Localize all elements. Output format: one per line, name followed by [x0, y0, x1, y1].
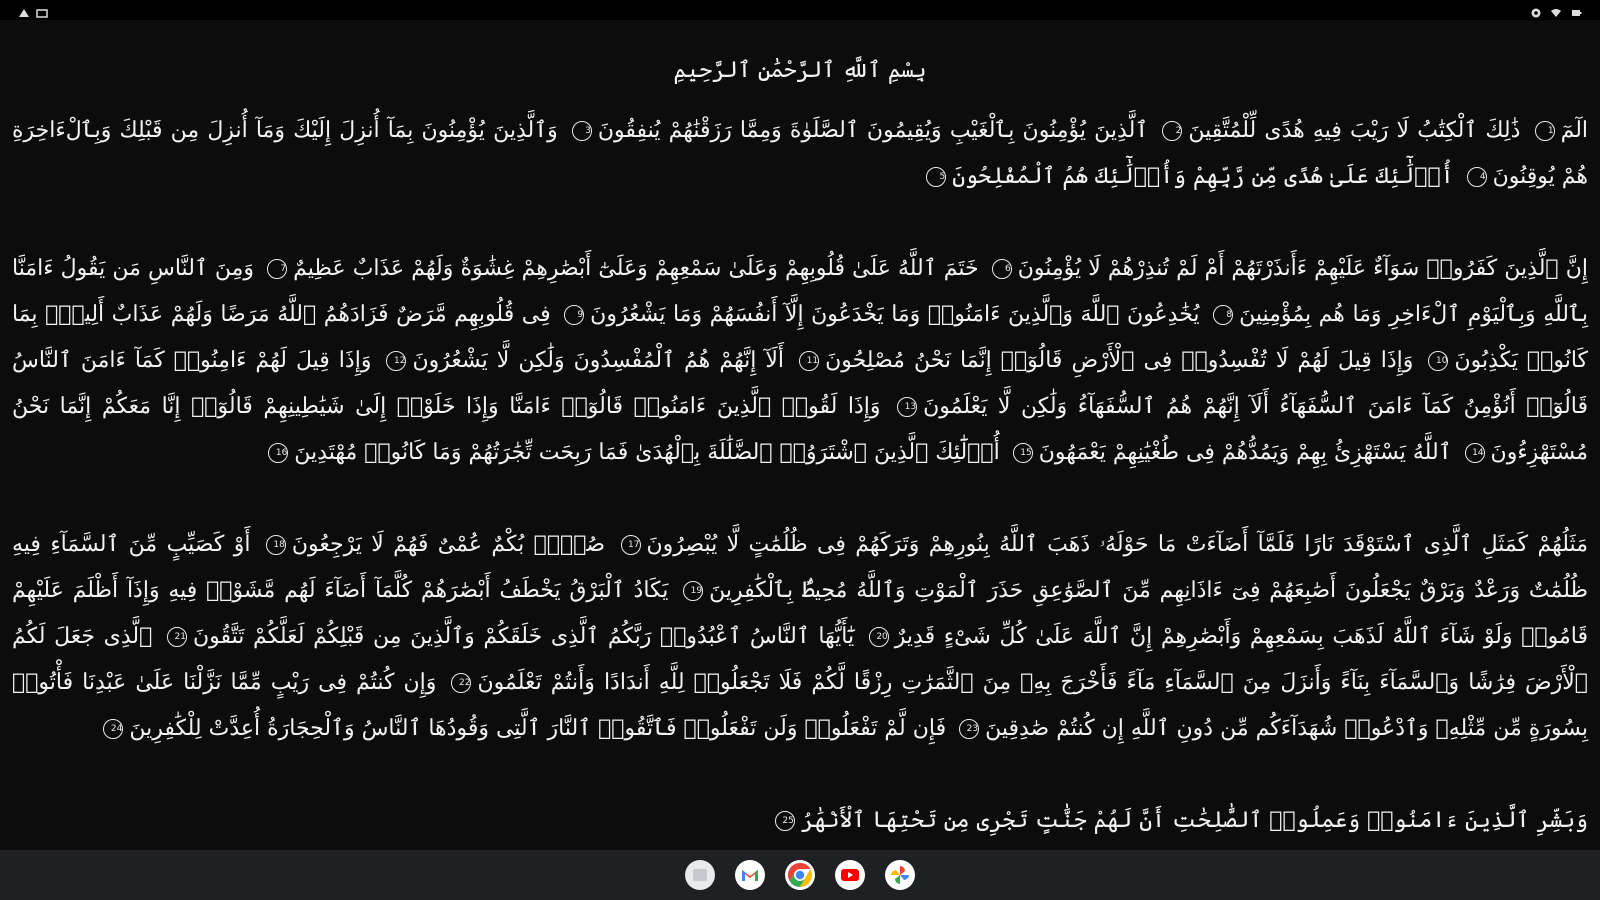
ayah-number-marker: 6 — [992, 259, 1012, 279]
ayah-number-marker: 9 — [564, 305, 584, 325]
verse-text[interactable]: ٱلَّذِى جَعَلَ لَكُمُ ٱلْأَرْضَ فِرَٰشًا وَٱلسَّمَآءَ بِنَآءً وَأَنزَلَ مِنَ ٱلسَّمَآءِ مَآءً فَأَخْرَجَ بِهِۦ مِنَ ٱلثَّمَرَٰتِ رِزْقًا لَّكُمْ فَلَا تَجْعَلُوا۟ لِلَّهِ أَندَادًا وَأَنتُمْ تَعْلَمُونَ — [12, 624, 1589, 695]
status-left — [18, 4, 48, 16]
verse-text[interactable]: صُمٌّۢ بُكْمٌ عُمْىٌ فَهُمْ لَا يَرْجِعُونَ — [291, 532, 606, 557]
ayah-number-marker: 8 — [1213, 305, 1233, 325]
verse-text[interactable]: الٓمٓ — [1560, 118, 1589, 143]
status-bar — [0, 0, 1600, 20]
gmail-app-button[interactable] — [732, 857, 768, 893]
verse-sections — [8, 108, 1592, 844]
verse-section — [8, 798, 1592, 844]
photos-app-button[interactable] — [882, 857, 918, 893]
verse-section — [8, 522, 1592, 752]
verse-text[interactable]: وَمِنَ ٱلنَّاسِ مَن يَقُولُ ءَامَنَّا بِٱللَّهِ وَبِٱلْيَوْمِ ٱلْءَاخِرِ وَمَا هُم بِمُؤْمِنِينَ — [12, 256, 1589, 327]
photos-icon — [884, 859, 916, 891]
ayah-number-marker: 7 — [267, 259, 287, 279]
ayah-number-marker: 19 — [683, 581, 703, 601]
verse-text[interactable]: فَإِن لَّمْ تَفْعَلُوا۟ وَلَن تَفْعَلُوا۟ فَٱتَّقُوا۟ ٱلنَّارَ ٱلَّتِى وَقُودُهَا ٱلنَّاسُ وَٱلْحِجَارَةُ أُعِدَّتْ لِلْكَٰفِرِينَ — [129, 716, 947, 741]
verse-text[interactable]: يَكَادُ ٱلْبَرْقُ يَخْطَفُ أَبْصَٰرَهُمْ كُلَّمَآ أَضَآءَ لَهُم مَّشَوْا۟ فِيهِ وَإِذَآ أَظْلَمَ عَلَيْهِمْ قَامُوا۟ وَلَوْ شَآءَ ٱللَّهُ لَذَهَبَ بِسَمْعِهِمْ وَأَبْصَٰرِهِمْ إِنَّ ٱللَّهَ عَلَىٰ كُلِّ شَىْءٍ قَدِيرٌ — [12, 578, 1589, 649]
verse-text[interactable]: إِنَّ ٱلَّذِينَ كَفَرُوا۟ سَوَآءٌ عَلَيْهِمْ ءَأَنذَرْتَهُمْ أَمْ لَمْ تُنذِرْهُمْ لَا يُؤْمِنُونَ — [1017, 256, 1588, 281]
youtube-app-button[interactable] — [832, 857, 868, 893]
ayah-number-marker: 5 — [926, 167, 946, 187]
verse-section — [8, 246, 1592, 476]
verse-text[interactable]: مَثَلُهُمْ كَمَثَلِ ٱلَّذِى ٱسْتَوْقَدَ نَارًا فَلَمَّآ أَضَآءَتْ مَا حَوْلَهُۥ ذَهَبَ ٱللَّهُ بِنُورِهِمْ وَتَرَكَهُمْ فِى ظُلُمَٰتٍ لَّا يُبْصِرُونَ — [646, 532, 1588, 557]
ayah-number-marker: 3 — [572, 121, 592, 141]
notification-icon — [18, 4, 30, 16]
ayah-number-marker: 14 — [1465, 443, 1485, 463]
ayah-number-marker: 24 — [103, 719, 123, 739]
ayah-number-marker: 17 — [621, 535, 641, 555]
ayah-number-marker: 4 — [1467, 167, 1487, 187]
ayah-number-marker: 25 — [775, 811, 795, 831]
ayah-number-marker: 20 — [869, 627, 889, 647]
verse-text[interactable]: ذَٰلِكَ ٱلْكِتَٰبُ لَا رَيْبَ فِيهِ هُدًى لِّلْمُتَّقِينَ — [1188, 118, 1521, 143]
verse-text[interactable]: وَإِذَا قِيلَ لَهُمْ ءَامِنُوا۟ كَمَآ ءَامَنَ ٱلنَّاسُ قَالُوٓا۟ أَنُؤْمِنُ كَمَآ ءَامَنَ ٱلسُّفَهَآءُ أَلَآ إِنَّهُمْ هُمُ ٱلسُّفَهَآءُ وَلَٰكِن لَّا يَعْلَمُونَ — [12, 348, 1588, 419]
ayah-number-marker: 16 — [268, 443, 288, 463]
wifi-icon — [1550, 4, 1562, 16]
ayah-number-marker: 23 — [959, 719, 979, 739]
verse-text[interactable]: أُو۟لَٰٓئِكَ عَلَىٰ هُدًى مِّن رَّبِّهِمْ وَأُو۟لَٰٓئِكَ هُمُ ٱلْمُفْلِحُونَ — [952, 164, 1454, 189]
quran-reader[interactable] — [0, 20, 1600, 850]
verse-text[interactable]: ٱلَّذِينَ يُؤْمِنُونَ بِٱلْغَيْبِ وَيُقِيمُونَ ٱلصَّلَوٰةَ وَمِمَّا رَزَقْنَٰهُمْ يُنفِقُونَ — [597, 118, 1149, 143]
bismillah-heading: بِسْمِ ٱللَّهِ ٱلرَّحْمَٰنِ ٱلرَّحِيمِ — [673, 58, 927, 83]
screen-icon — [36, 4, 48, 16]
ayah-number-marker: 12 — [386, 351, 406, 371]
app-dock — [0, 850, 1600, 900]
verse-text[interactable]: وَٱلَّذِينَ يُؤْمِنُونَ بِمَآ أُنزِلَ إِلَيْكَ وَمَآ أُنزِلَ مِن قَبْلِكَ وَبِٱلْءَاخِرَةِ هُمْ يُوقِنُونَ — [12, 118, 1588, 189]
youtube-icon — [834, 859, 866, 891]
verse-section — [8, 108, 1592, 200]
ayah-number-marker: 11 — [799, 351, 819, 371]
ayah-number-marker: 21 — [167, 627, 187, 647]
ayah-number-marker: 15 — [1013, 443, 1033, 463]
ayah-number-marker: 2 — [1162, 121, 1182, 141]
launcher-app-button[interactable] — [682, 857, 718, 893]
verse-text[interactable]: فِى قُلُوبِهِم مَّرَضٌ فَزَادَهُمُ ٱللَّهُ مَرَضًا وَلَهُمْ عَذَابٌ أَلِيمٌۢ بِمَا كَانُوا۟ يَكْذِبُونَ — [12, 302, 1588, 373]
verse-text[interactable]: أُو۟لَٰٓئِكَ ٱلَّذِينَ ٱشْتَرَوُا۟ ٱلضَّلَٰلَةَ بِٱلْهُدَىٰ فَمَا رَبِحَت تِّجَٰرَتُهُمْ وَمَا كَانُوا۟ مُهْتَدِينَ — [294, 440, 1000, 465]
verse-text[interactable]: أَوْ كَصَيِّبٍ مِّنَ ٱلسَّمَآءِ فِيهِ ظُلُمَٰتٌ وَرَعْدٌ وَبَرْقٌ يَجْعَلُونَ أَصَٰبِعَهُمْ فِىٓ ءَاذَانِهِم مِّنَ ٱلصَّوَٰعِقِ حَذَرَ ٱلْمَوْتِ وَٱللَّهُ مُحِيطٌۢ بِٱلْكَٰفِرِينَ — [12, 532, 1589, 603]
settings-icon — [1530, 4, 1542, 16]
verse-text[interactable]: وَإِذَا قِيلَ لَهُمْ لَا تُفْسِدُوا۟ فِى ٱلْأَرْضِ قَالُوٓا۟ إِنَّمَا نَحْنُ مُصْلِحُونَ — [825, 348, 1414, 373]
ayah-number-marker: 18 — [266, 535, 286, 555]
battery-icon — [1570, 4, 1582, 16]
verse-text[interactable]: وَإِن كُنتُمْ فِى رَيْبٍ مِّمَّا نَزَّلْنَا عَلَىٰ عَبْدِنَا فَأْتُوا۟ بِسُورَةٍ مِّن مِّثْلِهِۦ وَٱدْعُوا۟ شُهَدَآءَكُم مِّن دُونِ ٱللَّهِ إِن كُنتُمْ صَٰدِقِينَ — [12, 670, 1588, 741]
verse-text[interactable]: خَتَمَ ٱللَّهُ عَلَىٰ قُلُوبِهِمْ وَعَلَىٰ سَمْعِهِمْ وَعَلَىٰٓ أَبْصَٰرِهِمْ غِشَٰوَةٌ وَلَهُمْ عَذَابٌ عَظِيمٌ — [293, 256, 979, 281]
ayah-number-marker: 10 — [1428, 351, 1448, 371]
chrome-app-button[interactable] — [782, 857, 818, 893]
status-right — [1530, 4, 1582, 16]
launcher-icon — [684, 859, 716, 891]
gmail-icon — [734, 859, 766, 891]
verse-text[interactable]: ٱللَّهُ يَسْتَهْزِئُ بِهِمْ وَيَمُدُّهُمْ فِى طُغْيَٰنِهِمْ يَعْمَهُونَ — [1038, 440, 1452, 465]
verse-text[interactable]: وَبَشِّرِ ٱلَّذِينَ ءَامَنُوا۟ وَعَمِلُوا۟ ٱلصَّٰلِحَٰتِ أَنَّ لَهُمْ جَنَّٰتٍ تَجْرِى مِن تَحْتِهَا ٱلْأَنْهَٰرُ — [800, 808, 1588, 833]
verse-text[interactable]: أَلَآ إِنَّهُمْ هُمُ ٱلْمُفْسِدُونَ وَلَٰكِن لَّا يَشْعُرُونَ — [412, 348, 785, 373]
verse-text[interactable]: وَإِذَا لَقُوا۟ ٱلَّذِينَ ءَامَنُوا۟ قَالُوٓا۟ ءَامَنَّا وَإِذَا خَلَوْا۟ إِلَىٰ شَيَٰطِينِهِمْ قَالُوٓا۟ إِنَّا مَعَكُمْ إِنَّمَا نَحْنُ مُسْتَهْزِءُونَ — [12, 394, 1588, 465]
ayah-number-marker: 22 — [451, 673, 471, 693]
ayah-number-marker: 13 — [897, 397, 917, 417]
chrome-icon — [784, 859, 816, 891]
ayah-number-marker: 1 — [1535, 121, 1555, 141]
verse-text[interactable]: يَٰٓأَيُّهَا ٱلنَّاسُ ٱعْبُدُوا۟ رَبَّكُمُ ٱلَّذِى خَلَقَكُمْ وَٱلَّذِينَ مِن قَبْلِكُمْ لَعَلَّكُمْ تَتَّقُونَ — [192, 624, 855, 649]
verse-text[interactable]: يُخَٰدِعُونَ ٱللَّهَ وَٱلَّذِينَ ءَامَنُوا۟ وَمَا يَخْدَعُونَ إِلَّآ أَنفُسَهُمْ وَمَا يَشْعُرُونَ — [590, 302, 1200, 327]
